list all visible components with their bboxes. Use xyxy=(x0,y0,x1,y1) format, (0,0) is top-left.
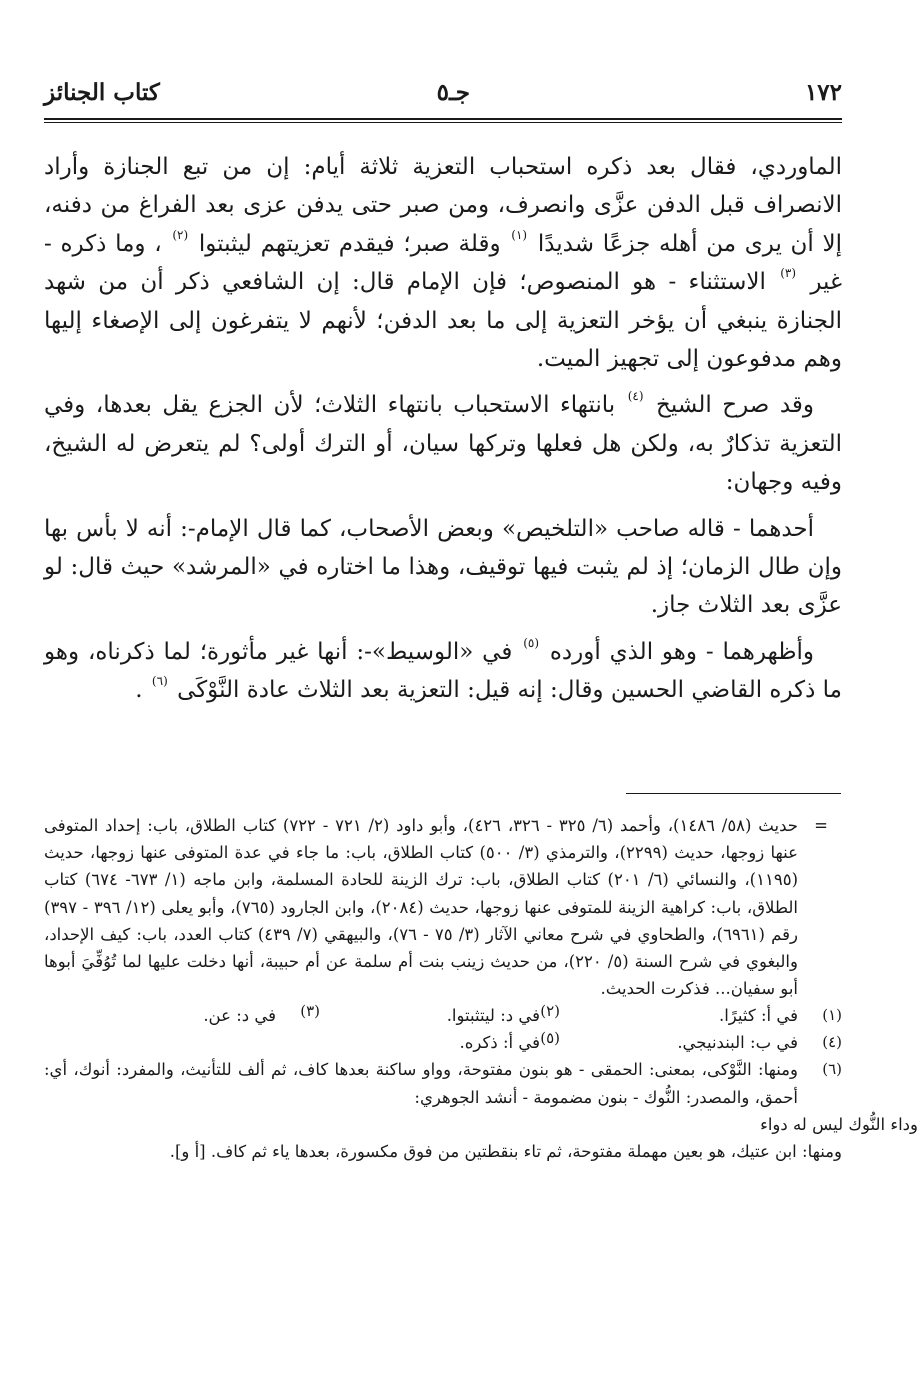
continuation-mark: = xyxy=(814,816,828,835)
volume-label: جـ٥ xyxy=(436,79,470,106)
header-rule-thin xyxy=(44,122,842,123)
footnote-ref-1: (١) xyxy=(511,227,528,242)
running-header xyxy=(44,78,842,112)
text-run: ، وما ذكره - غير xyxy=(44,230,842,296)
footnote-mark-2: (٢) xyxy=(540,1002,560,1021)
paragraph-1 xyxy=(44,148,842,378)
text-run: الماوردي، فقال بعد ذكره استحباب التعزية ثلاثة أيام: إن من تبع الجنازة وأراد الانصراف قبل الدفن عزَّى وانصرف، ومن صبر حتى يدفن عزى بعد الفراغ من دفنه، إلا أن يرى من أهله جزعًا شديدًا xyxy=(44,154,843,257)
paragraph-4 xyxy=(44,633,842,710)
text-run: . xyxy=(135,677,143,704)
footnote-separator xyxy=(626,793,841,794)
text-run: الاستثناء - هو المنصوص؛ فإن الإمام قال: إن الشافعي ذكر أن من شهد الجنازة ينبغي أن يؤخر التعزية إلى ما بعد الدفن؛ لأنهم لا يتفرغون إلى الإصغاء إليها وهم مدفوعون إلى تجهيز الميت. xyxy=(44,269,842,373)
poetry-verse: وداء النُّوك ليس له دواء xyxy=(760,1114,918,1134)
footnote-1: في أ: كثيرًا. xyxy=(718,1006,798,1026)
paragraph-2 xyxy=(44,386,842,501)
footnote-ref-6: (٦) xyxy=(151,674,168,689)
footnote-mark-4: (٤) xyxy=(822,1033,842,1052)
footnote-3: في د: عن. xyxy=(203,1006,276,1026)
footnote-ref-3: (٣) xyxy=(780,266,797,281)
footnote-row-2 xyxy=(44,1029,842,1056)
footnote-6-block xyxy=(44,1056,918,1138)
continuation-text: حديث (٥٨/ ١٤٨٦)، وأحمد (٦/ ٣٢٥ - ٣٢٦، ٤٢٦)، وأبو داود (٢/ ٧٢١ - ٧٢٢) كتاب الطلاق، باب: إحداد المتوفى عنها زوجها، حديث (٢٢٩٩)، والترمذي (٣/ ٥٠٠) كتاب الطلاق، باب: ما جاء في عدة المتوفى عنها زوجها، حديث (١١٩٥)، والنسائي (٦/ ٢٠١) كتاب الطلاق، باب: ترك الزينة للحادة المسلمة، وابن ماجه (١/ ٦٧٣- ٦٧٤) كتاب الطلاق، باب: كراهية الزينة للمتوفى عنها زوجها، حديث (٢٠٨٤)، وابن الجارود (٧٦٥)، وأبو يعلى (١٢/ ٣٩٦ - ٣٩٧) رقم (٦٩٦١)، والطحاوي في شرح معاني الآثار (٣/ ٧٥ - ٧٦)، والبيهقي (٧/ ٤٣٩) كتاب العدد، باب: كيف الإحداد، والبغوي في شرح السنة (٥/ ٢٢٠)، من حديث زينب بنت أم سلمة عن أم حبيبة، أنها دخلت عليها لما تُوُفِّيَ أبوها أبو سفيان... فذكرت الحديث. xyxy=(44,816,799,999)
footnote-2: في د: ليتثبتوا. xyxy=(446,1006,540,1026)
text-run: وقد صرح الشيخ xyxy=(656,392,814,419)
footnote-mark-1: (١) xyxy=(822,1006,842,1025)
footnote-5: في أ: ذكره. xyxy=(459,1033,540,1053)
footnote-6: ومنها: النَّوْكى، بمعنى: الحمقى - هو بنون مفتوحة، وواو ساكنة بعدها كاف، ثم ألف للتأنيث، والمفرد: أنوك، أي: أحمق، والمصدر: النُّوك - بنون مضمومة - أنشد الجوهري: xyxy=(44,1060,798,1107)
text-run: في «الوسيط»-: أنها غير مأثورة؛ لما ذكرناه، وهو ما ذكره القاضي الحسين وقال: إنه قيل: التعزية بعد الثلاث عادة النَّوْكَى xyxy=(44,638,842,704)
footnote-6-tail-text: ومنها: ابن عتيك، هو بعين مهملة مفتوحة، ثم تاء بنقطتين من فوق مكسورة، بعدها ياء ثم كاف. [أ و]. xyxy=(169,1142,842,1162)
footnote-mark-5: (٥) xyxy=(540,1029,560,1048)
paragraph-3: أحدهما - قاله صاحب «التلخيص» وبعض الأصحاب، كما قال الإمام-: أنه لا بأس بها وإن طال الزمان؛ إذ لم يثبت فيها توقيف، وهذا ما اختاره في «المرشد» حيث قال: لو عزَّى بعد الثلاث جاز. xyxy=(44,515,842,619)
footnote-mark-3: (٣) xyxy=(300,1002,320,1021)
main-text xyxy=(44,148,842,718)
footnote-ref-4: (٤) xyxy=(627,389,644,404)
page-number: ١٧٢ xyxy=(804,79,842,106)
footnote-continuation xyxy=(44,812,842,1002)
footnote-4: في ب: البندنيجي. xyxy=(677,1033,798,1053)
footnote-mark-6: (٦) xyxy=(822,1060,842,1079)
book-title: كتاب الجنائز xyxy=(44,79,160,106)
footnote-row-1 xyxy=(44,1002,842,1029)
footnote-ref-2: (٢) xyxy=(172,227,189,242)
text-run: وقلة صبر؛ فيقدم تعزيتهم ليثبتوا xyxy=(198,230,501,257)
footnote-ref-5: (٥) xyxy=(523,635,540,650)
footnote-6-tail xyxy=(44,1138,842,1165)
footnotes xyxy=(44,812,918,1165)
header-rule xyxy=(44,118,842,120)
text-run: وأظهرهما - وهو الذي أورده xyxy=(549,638,815,665)
text-run: بانتهاء الاستحباب بانتهاء الثلاث؛ لأن الجزع يقل بعدها، وفي التعزية تذكارٌ به، ولكن هل فعلها وتركها سيان، أو الترك أولى؟ لم يتعرض له الشيخ، وفيه وجهان: xyxy=(44,392,842,496)
